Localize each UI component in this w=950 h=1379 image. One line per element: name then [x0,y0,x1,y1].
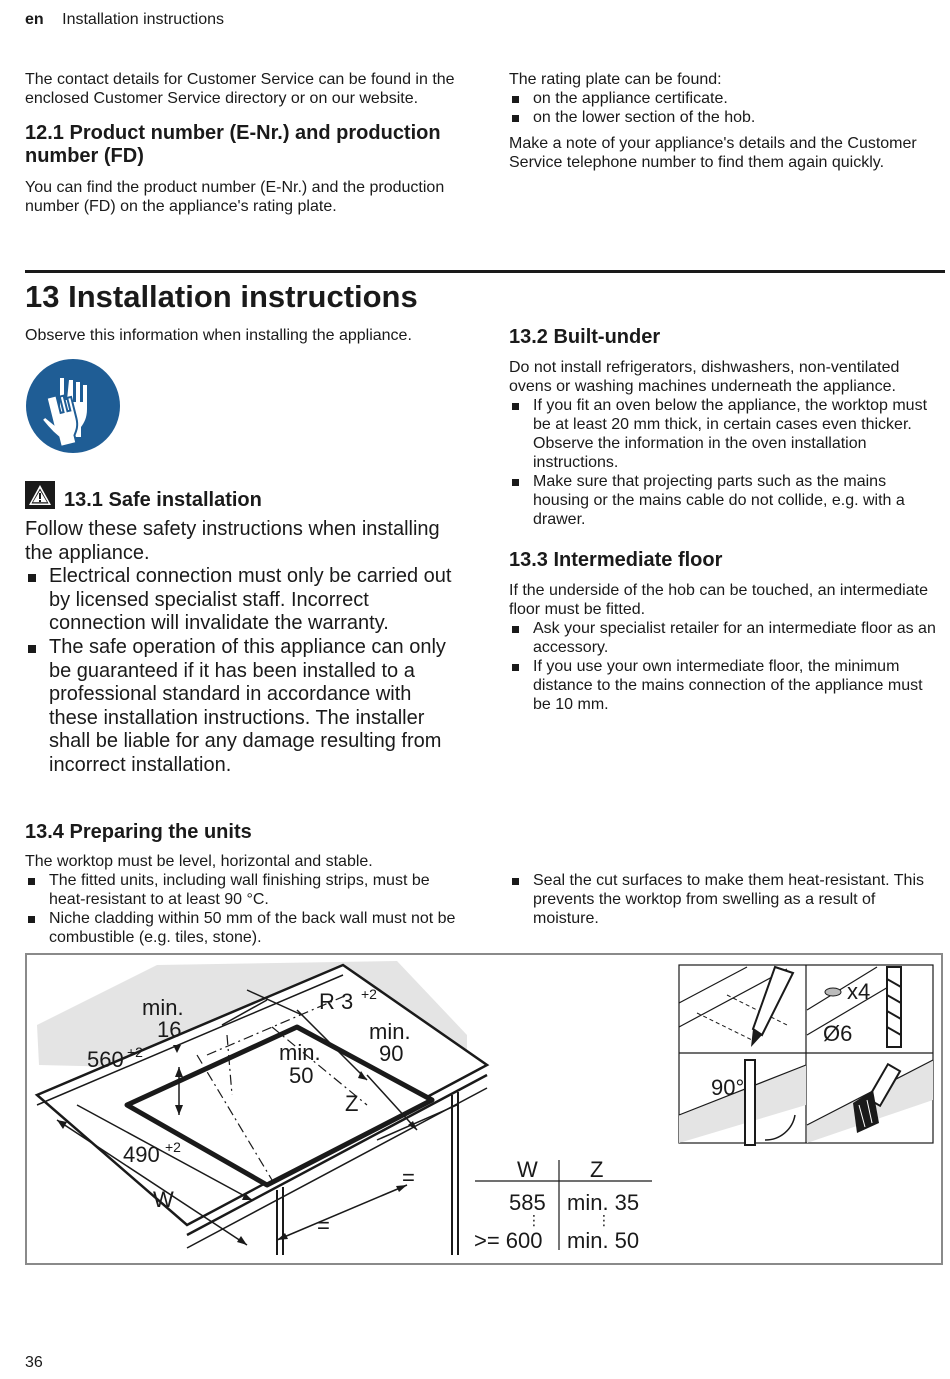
label-dia6: Ø6 [823,1021,853,1046]
warning-icon [25,481,57,511]
intermediate-floor-intro: If the underside of the hob can be touched, an intermediate floor must be fitted. [509,582,928,618]
preparing-units-right [509,871,939,928]
note-text: Make a note of your appliance's details and the Customer Service telephone number to find them again quickly. [509,135,917,171]
list-item: on the appliance certificate. [509,89,934,108]
table-z-35: min. 35 [567,1190,640,1215]
list-item: Electrical connection must only be carried out by licensed specialist staff. Incorrect connection will invalidate the warranty. [25,565,465,636]
rating-plate-intro: The rating plate can be found: [509,71,722,88]
list-item: on the lower section of the hob. [509,108,934,127]
page-header [25,11,224,29]
top-left-column [25,70,465,216]
table-header-z: Z [590,1157,604,1182]
preparing-units-list [25,871,465,947]
language-code: en [25,11,44,28]
preparing-units-block [25,821,465,947]
wear-gloves-icon [25,358,121,454]
label-min16-b: 16 [157,1017,182,1042]
label-min16-a: min. [142,995,184,1020]
heading-13-1-wrap [64,489,262,512]
list-item: If you fit an oven below the appliance, the worktop must be at least 20 mm thick, in certain cases even thicker. Observe the information in the oven installation instructions. [509,396,939,472]
table-header-w: W [517,1157,538,1182]
chapter-intro-block [25,326,465,345]
chapter-title: 13 Installation instructions [25,279,418,314]
header-section: Installation instructions [62,11,224,28]
chapter-13-title-block [25,280,625,314]
heading-13-2: 13.2 Built-under [509,326,661,348]
table-w-600: >= 600 [474,1228,543,1253]
label-w: W [153,1187,174,1212]
list-item: The fitted units, including wall finishing strips, must be heat-resistant to at least 90 °C. [25,871,465,909]
list-item: Make sure that projecting parts such as the mains housing or the mains cable do not collide, e.g. with a drawer. [509,472,939,529]
label-equal-2: = [317,1213,330,1238]
heading-13-4: 13.4 Preparing the units [25,821,252,843]
label-r3: R 3 [319,989,354,1014]
label-560: 560 [87,1047,124,1072]
customer-service-text: The contact details for Customer Service can be found in the enclosed Customer Service directory or on our website. [25,71,455,107]
list-item: The safe operation of this appliance can only be guaranteed if it has been installed to a professional standard in accordance with these installation instructions. The installer shall be liable for any damage resulting from incorrect installation. [25,636,465,778]
tool-panels [679,965,933,1145]
label-490-sup: +2 [165,1139,181,1155]
built-under-block [509,326,939,529]
label-x4: x4 [847,979,871,1004]
heading-12-1: 12.1 Product number (E-Nr.) and production number (FD) [25,122,441,167]
label-min50-a: min. [279,1040,321,1065]
label-490: 490 [123,1142,160,1167]
safe-installation-block [25,518,465,778]
table-dots-w: ⋮ [527,1212,541,1228]
label-min90-b: 90 [379,1041,404,1066]
page-number: 36 [25,1354,43,1371]
heading-13-3: 13.3 Intermediate floor [509,549,723,571]
intermediate-floor-list [509,619,944,714]
safe-installation-list [25,565,465,777]
preparing-units-intro: The worktop must be level, horizontal and stable. [25,853,373,870]
product-number-text: You can find the product number (E-Nr.) and the production number (FD) on the appliance's rating plate. [25,179,445,215]
installation-diagram [25,953,943,1265]
chapter-divider [25,270,945,273]
label-560-sup: +2 [127,1044,143,1060]
built-under-intro: Do not install refrigerators, dishwashers, non-ventilated ovens or washing machines underneath the appliance. [509,359,900,395]
chapter-intro: Observe this information when installing the appliance. [25,327,412,344]
label-equal-1: = [402,1165,415,1190]
safe-installation-intro: Follow these safety instructions when installing the appliance. [25,518,440,564]
list-item: Niche cladding within 50 mm of the back wall must not be combustible (e.g. tiles, stone). [25,909,465,947]
rating-plate-list [509,89,934,127]
table-dots-z: ⋮ [597,1212,611,1228]
intermediate-floor-block [509,549,944,714]
top-right-column [509,70,934,172]
preparing-units-right-list [509,871,939,928]
cutout-drawing [27,955,941,1263]
label-z: Z [345,1091,359,1116]
label-min50-b: 50 [289,1063,314,1088]
list-item: Seal the cut surfaces to make them heat-resistant. This prevents the worktop from swelling as a result of moisture. [509,871,939,928]
list-item: Ask your specialist retailer for an intermediate floor as an accessory. [509,619,944,657]
label-90-degrees: 90° [711,1075,745,1100]
list-item: If you use your own intermediate floor, the minimum distance to the mains connection of the appliance must be 10 mm. [509,657,944,714]
table-z-50: min. 50 [567,1228,640,1253]
heading-13-1: 13.1 Safe installation [64,489,262,511]
table-w-585: 585 [509,1190,546,1215]
built-under-list [509,396,939,529]
label-min90-a: min. [369,1019,411,1044]
label-r3-sup: +2 [361,986,377,1002]
